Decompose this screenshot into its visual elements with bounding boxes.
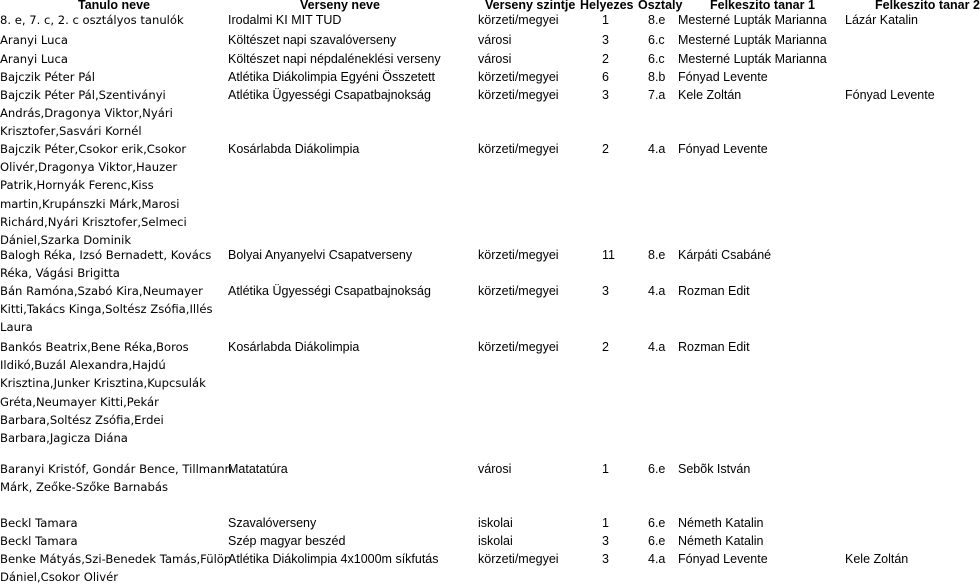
row-place: 2: [602, 142, 609, 156]
row-competition: Szavalóverseny: [228, 516, 317, 530]
student-names-line: Kitti,Takács Kinga,Soltész Zsófia,Illés: [0, 302, 213, 317]
row-place: 3: [602, 552, 609, 566]
student-names-line: Aranyi Luca: [0, 33, 68, 47]
header-teacher2: Felkeszito tanar 2: [875, 0, 980, 12]
student-names-line: 8. e, 7. c, 2. c osztályos tanulók: [0, 13, 184, 27]
row-level: iskolai: [478, 534, 513, 548]
row-competition: Bolyai Anyanyelvi Csapatverseny: [228, 248, 413, 262]
header-place: Helyezes: [580, 0, 634, 12]
student-names-line: Baranyi Kristóf, Gondár Bence, Tillmann: [0, 462, 232, 476]
row-place: 1: [602, 516, 609, 530]
row-class: 6.e: [648, 516, 666, 530]
row-class: 8.b: [648, 70, 666, 84]
row-teacher1: Mesterné Lupták Marianna: [678, 52, 827, 66]
row-place: 11: [602, 248, 615, 262]
student-names-line: Gréta,Neumayer Kitti,Pekár: [0, 394, 159, 409]
row-competition: Atlétika Ügyességi Csapatbajnokság: [228, 88, 431, 102]
row-teacher2: Fónyad Levente: [845, 88, 935, 102]
row-place: 3: [602, 534, 609, 548]
student-names-line: Benke Mátyás,Szi-Benedek Tamás,Fülöp: [0, 552, 232, 566]
row-teacher1: Mesterné Lupták Marianna: [678, 33, 827, 47]
row-level: körzeti/megyei: [478, 13, 559, 27]
student-names-line: Ildikó,Buzál Alexandra,Hajdú: [0, 358, 166, 373]
student-names-line: Barbara,Jagicza Diána: [0, 431, 128, 445]
student-names-line: martin,Krupánszki Márk,Marosi: [0, 196, 180, 211]
row-place: 6: [602, 70, 609, 84]
row-place: 1: [602, 462, 609, 476]
header-teacher1: Felkeszito tanar 1: [710, 0, 815, 12]
row-teacher2: Lázár Katalin: [845, 13, 918, 27]
row-place: 2: [602, 52, 609, 66]
row-level: körzeti/megyei: [478, 142, 559, 156]
header-students: Tanulo neve: [78, 0, 151, 12]
row-competition: Költészet napi népdaléneklési verseny: [228, 52, 441, 66]
student-names-line: Bajczik Péter Pál,Szentiványi: [0, 88, 166, 102]
row-class: 6.c: [648, 52, 665, 66]
row-level: városi: [478, 52, 512, 66]
row-competition: Szép magyar beszéd: [228, 534, 346, 548]
row-teacher1: Németh Katalin: [678, 516, 764, 530]
row-competition: Atlétika Diákolimpia Egyéni Összetett: [228, 70, 436, 84]
row-class: 6.c: [648, 33, 665, 47]
row-teacher1: Rozman Edit: [678, 340, 750, 354]
row-class: 4.a: [648, 284, 666, 298]
student-names-line: Laura: [0, 320, 33, 335]
student-names-line: Bankós Beatrix,Bene Réka,Boros: [0, 340, 189, 354]
row-teacher1: Sebõk István: [678, 462, 751, 476]
student-names-line: Dániel,Szarka Dominik: [0, 233, 132, 247]
row-teacher1: Fónyad Levente: [678, 552, 768, 566]
row-teacher1: Kele Zoltán: [678, 88, 742, 102]
row-teacher2: Kele Zoltán: [845, 552, 909, 566]
row-place: 3: [602, 33, 609, 47]
row-class: 4.a: [648, 340, 666, 354]
student-names-line: Dániel,Csokor Olivér: [0, 570, 119, 585]
header-competition: Verseny neve: [300, 0, 380, 12]
student-names-line: Krisztofer,Sasvári Kornél: [0, 124, 142, 139]
student-names-line: Beckl Tamara: [0, 516, 78, 530]
student-names-line: Krisztina,Junker Krisztina,Kupcsulák: [0, 376, 206, 391]
row-level: körzeti/megyei: [478, 552, 559, 566]
student-names-line: Réka, Vágási Brigitta: [0, 266, 120, 281]
student-names-line: Bajczik Péter,Csokor erik,Csokor: [0, 142, 187, 156]
student-names-line: Bajczik Péter Pál: [0, 70, 95, 84]
row-place: 3: [602, 284, 609, 298]
row-class: 6.e: [648, 462, 666, 476]
row-teacher1: Kárpáti Csabáné: [678, 248, 772, 262]
row-level: városi: [478, 462, 512, 476]
row-level: körzeti/megyei: [478, 248, 559, 262]
header-class: Osztaly: [638, 0, 683, 12]
row-competition: Költészet napi szavalóverseny: [228, 33, 397, 47]
student-names-line: Balogh Réka, Izsó Bernadett, Kovács: [0, 248, 212, 262]
student-names-line: Richárd,Nyári Krisztofer,Selmeci: [0, 214, 187, 229]
row-class: 7.a: [648, 88, 666, 102]
row-teacher1: Fónyad Levente: [678, 142, 768, 156]
row-place: 3: [602, 88, 609, 102]
row-teacher1: Fónyad Levente: [678, 70, 768, 84]
header-level: Verseny szintje: [485, 0, 576, 12]
row-competition: Kosárlabda Diákolimpia: [228, 142, 360, 156]
student-names-line: Bán Ramóna,Szabó Kira,Neumayer: [0, 284, 203, 298]
row-competition: Matatatúra: [228, 462, 288, 476]
row-level: iskolai: [478, 516, 513, 530]
student-names-line: András,Dragonya Viktor,Nyári: [0, 106, 173, 121]
row-competition: Kosárlabda Diákolimpia: [228, 340, 360, 354]
row-competition: Atlétika Diákolimpia 4x1000m síkfutás: [228, 552, 439, 566]
student-names-line: Márk, Zeőke-Szőke Barnabás: [0, 480, 168, 495]
row-place: 2: [602, 340, 609, 354]
student-names-line: Patrik,Hornyák Ferenc,Kiss: [0, 178, 154, 193]
row-level: körzeti/megyei: [478, 284, 559, 298]
row-class: 4.a: [648, 142, 666, 156]
row-competition: Irodalmi KI MIT TUD: [228, 13, 342, 27]
row-class: 4.a: [648, 552, 666, 566]
row-class: 8.e: [648, 248, 666, 262]
row-level: körzeti/megyei: [478, 88, 559, 102]
student-names-line: Beckl Tamara: [0, 534, 78, 548]
row-teacher1: Rozman Edit: [678, 284, 750, 298]
row-teacher1: Mesterné Lupták Marianna: [678, 13, 827, 27]
row-level: körzeti/megyei: [478, 70, 559, 84]
row-competition: Atlétika Ügyességi Csapatbajnokság: [228, 284, 431, 298]
student-names-line: Olivér,Dragonya Viktor,Hauzer: [0, 160, 178, 175]
row-class: 8.e: [648, 13, 666, 27]
student-names-line: Aranyi Luca: [0, 52, 68, 66]
row-teacher1: Németh Katalin: [678, 534, 764, 548]
row-level: városi: [478, 33, 512, 47]
row-class: 6.e: [648, 534, 666, 548]
row-place: 1: [602, 13, 609, 27]
student-names-line: Barbara,Soltész Zsófia,Erdei: [0, 412, 164, 427]
row-level: körzeti/megyei: [478, 340, 559, 354]
